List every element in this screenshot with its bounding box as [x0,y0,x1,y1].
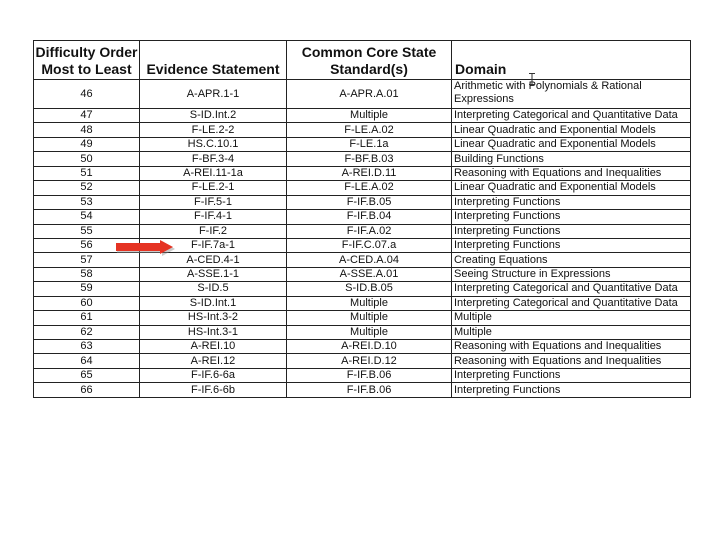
header-standard [287,41,452,80]
cell-evidence: HS-Int.3-2 [140,311,287,325]
cell-evidence: F-BF.3-4 [140,152,287,166]
cell-evidence: A-REI.10 [140,340,287,354]
cell-standard: A-APR.A.01 [287,80,452,109]
cell-standard: A-REI.D.12 [287,354,452,368]
table-row [34,123,691,137]
cell-order: 62 [34,325,140,339]
cell-evidence: F-LE.2-2 [140,123,287,137]
text-cursor-icon [528,73,536,85]
cell-order: 57 [34,253,140,267]
cell-domain: Interpreting Categorical and Quantitative Data [452,282,691,296]
header-difficulty-order [34,41,140,80]
cell-order: 55 [34,224,140,238]
table-row [34,340,691,354]
table-row [34,210,691,224]
cell-standard: S-ID.B.05 [287,282,452,296]
header-standard-line-1: Common Core State [301,44,437,60]
cell-order: 58 [34,267,140,281]
cell-order: 63 [34,340,140,354]
cell-order: 49 [34,137,140,151]
cell-order: 66 [34,383,140,397]
cell-standard: F-LE.A.02 [287,181,452,195]
cell-evidence: S-ID.Int.2 [140,109,287,123]
cell-evidence: F-IF.4-1 [140,210,287,224]
table-row [34,282,691,296]
header-row [34,41,691,80]
cell-evidence: F-IF.6-6a [140,368,287,382]
cell-order: 60 [34,296,140,310]
cell-evidence: F-IF.5-1 [140,195,287,209]
cell-order: 53 [34,195,140,209]
cell-evidence: HS.C.10.1 [140,137,287,151]
table-body [34,80,691,398]
header-domain: Domain [452,41,691,80]
table-row [34,224,691,238]
cell-order: 64 [34,354,140,368]
cell-evidence: F-LE.2-1 [140,181,287,195]
cell-evidence: F-IF.6-6b [140,383,287,397]
cell-order: 61 [34,311,140,325]
table-row [34,80,691,109]
cell-standard: Multiple [287,296,452,310]
header-difficulty-line-2: Most to Least [41,61,132,77]
header-evidence-statement: Evidence Statement [140,41,287,80]
table-row [34,137,691,151]
cell-evidence: S-ID.Int.1 [140,296,287,310]
cell-domain: Interpreting Functions [452,224,691,238]
cell-standard: F-IF.B.06 [287,383,452,397]
cell-standard: A-SSE.A.01 [287,267,452,281]
cell-domain: Interpreting Categorical and Quantitative Data [452,296,691,310]
cell-domain: Reasoning with Equations and Inequalities [452,340,691,354]
cell-standard: F-IF.B.06 [287,368,452,382]
cell-domain: Reasoning with Equations and Inequalities [452,354,691,368]
cell-standard: F-IF.B.04 [287,210,452,224]
table-row [34,181,691,195]
cell-domain: Interpreting Functions [452,238,691,252]
table-row [34,311,691,325]
cell-evidence: A-APR.1-1 [140,80,287,109]
table-row [34,166,691,180]
cell-evidence: F-IF.7a-1 [140,238,287,252]
cell-order: 46 [34,80,140,109]
cell-standard: F-IF.C.07.a [287,238,452,252]
cell-domain: Linear Quadratic and Exponential Models [452,137,691,151]
cell-domain: Creating Equations [452,253,691,267]
cell-domain: Interpreting Functions [452,210,691,224]
cell-standard: A-CED.A.04 [287,253,452,267]
cell-evidence: A-CED.4-1 [140,253,287,267]
cell-evidence: HS-Int.3-1 [140,325,287,339]
cell-order: 47 [34,109,140,123]
cell-evidence: A-REI.12 [140,354,287,368]
cell-domain: Reasoning with Equations and Inequalities [452,166,691,180]
cell-domain: Interpreting Functions [452,383,691,397]
cell-domain: Interpreting Functions [452,195,691,209]
cell-order: 51 [34,166,140,180]
cell-evidence: S-ID.5 [140,282,287,296]
cell-standard: A-REI.D.10 [287,340,452,354]
table-row [34,195,691,209]
cell-order: 56 [34,238,140,252]
header-difficulty-line-1: Difficulty Order [35,44,138,60]
cell-standard: F-LE.1a [287,137,452,151]
table-row [34,267,691,281]
cell-order: 54 [34,210,140,224]
cell-evidence: A-SSE.1-1 [140,267,287,281]
cell-standard: F-LE.A.02 [287,123,452,137]
table-row [34,354,691,368]
table-row [34,368,691,382]
cell-standard: Multiple [287,325,452,339]
cell-domain: Interpreting Categorical and Quantitative Data [452,109,691,123]
cell-standard: F-IF.A.02 [287,224,452,238]
cell-evidence: A-REI.11-1a [140,166,287,180]
cell-order: 65 [34,368,140,382]
cell-standard: F-BF.B.03 [287,152,452,166]
cell-domain: Linear Quadratic and Exponential Models [452,123,691,137]
table-row [34,325,691,339]
cell-order: 50 [34,152,140,166]
cell-domain: Multiple [452,311,691,325]
table-row [34,383,691,397]
cell-standard: A-REI.D.11 [287,166,452,180]
table-row [34,109,691,123]
cell-domain: Multiple [452,325,691,339]
cell-standard: Multiple [287,109,452,123]
cell-order: 59 [34,282,140,296]
cell-domain: Interpreting Functions [452,368,691,382]
cell-order: 52 [34,181,140,195]
cell-evidence: F-IF.2 [140,224,287,238]
cell-domain: Building Functions [452,152,691,166]
red-arrow-icon [116,240,176,256]
cell-order: 48 [34,123,140,137]
cell-standard: Multiple [287,311,452,325]
cell-domain: Arithmetic with Polynomials & Rational Expressions [452,80,691,109]
standards-table [33,40,691,398]
header-standard-line-2: Standard(s) [330,61,408,77]
table-row [34,152,691,166]
cell-domain: Linear Quadratic and Exponential Models [452,181,691,195]
cell-standard: F-IF.B.05 [287,195,452,209]
cell-domain: Seeing Structure in Expressions [452,267,691,281]
table-row [34,296,691,310]
